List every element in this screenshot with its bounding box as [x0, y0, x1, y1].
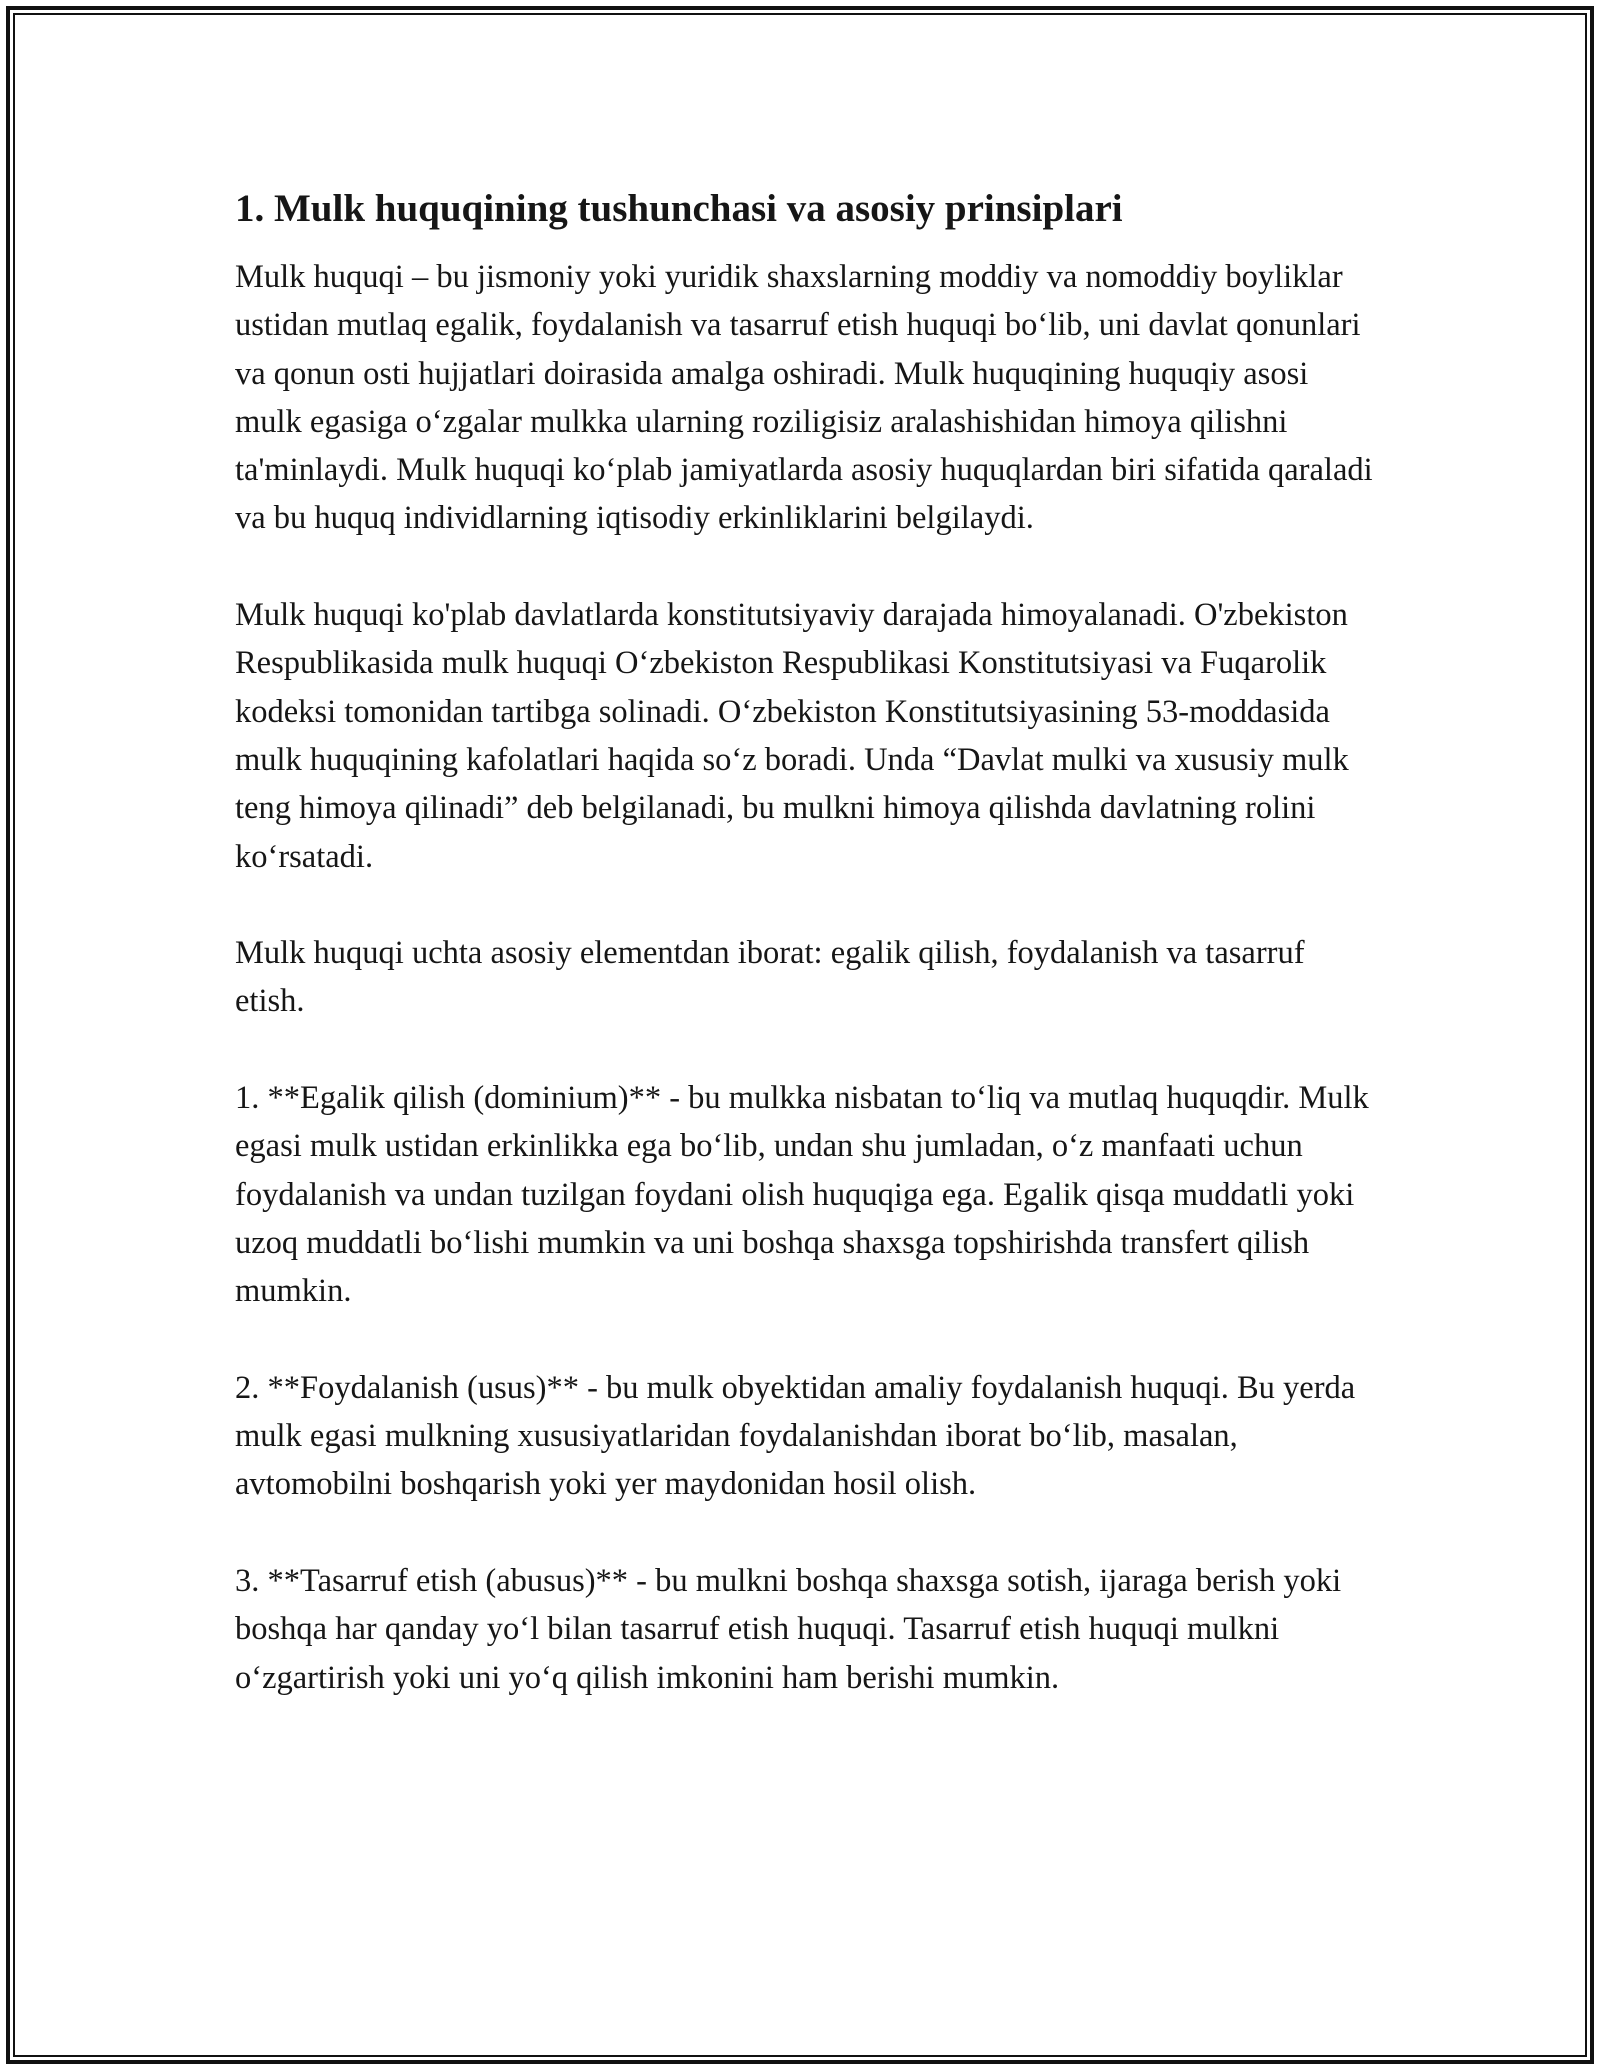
paragraph-constitution: Mulk huquqi ko'plab davlatlarda konstitutsiyaviy darajada himoyalanadi. O'zbekiston Respublikasida mulk huquqi O‘zbekiston Respublikasi Konstitutsiyasi va Fuqarolik kodeksi tomonidan tartibga solinadi. O‘zbekiston Konstitutsiyasining 53-moddasida mulk huquqining kafolatlari haqida so‘z boradi. Unda “Davlat mulki va xususiy mulk teng himoya qilinadi” deb belgilanadi, bu mulkni himoya qilishda davlatning rolini ko‘rsatadi.: [235, 597, 1349, 875]
paragraph-tasarruf: 3. **Tasarruf etish (abusus)** - bu mulkni boshqa shaxsga sotish, ijaraga berish yoki boshqa har qanday yo‘l bilan tasarruf etish huquqi. Tasarruf etish huquqi mulkni o‘zgartirish yoki uni yo‘q qilish imkonini ham berishi mumkin.: [235, 1563, 1342, 1696]
paragraph-foydalanish: 2. **Foydalanish (usus)** - bu mulk obyektidan amaliy foydalanish huquqi. Bu yerda mulk egasi mulkning xususiyatlaridan foydalanishdan iborat bo‘lib, masalan, avtomobilni boshqarish yoki yer maydonidan hosil olish.: [235, 1369, 1356, 1503]
paragraph-egalik: 1. **Egalik qilish (dominium)** - bu mulkka nisbatan to‘liq va mutlaq huquqdir. Mulk egasi mulk ustidan erkinlikka ega bo‘lib, undan shu jumladan, o‘z manfaati uchun foydalanish va undan tuzilgan foydani olish huquqiga ega. Egalik qisqa muddatli yoki uzoq muddatli bo‘lishi mumkin va uni boshqa shaxsga topshirishda transfert qilish mumkin.: [235, 1080, 1369, 1310]
paragraph-definition: Mulk huquqi – bu jismoniy yoki yuridik shaxslarning moddiy va nomoddiy boyliklar ustidan mutlaq egalik, foydalanish va tasarruf etish huquqi bo‘lib, uni davlat qonunlari va qonun osti hujjatlari doirasida amalga oshiradi. Mulk huquqining huquqiy asosi mulk egasiga o‘zgalar mulkka ularning roziligisiz aralashishidan himoya qilishni ta'minlaydi. Mulk huquqi ko‘plab jamiyatlarda asosiy huquqlardan biri sifatida qaraladi va bu huquq individlarning iqtisodiy erkinliklarini belgilaydi.: [235, 259, 1373, 537]
document-body: [235, 185, 1375, 1702]
paragraph-elements-intro: Mulk huquqi uchta asosiy elementdan iborat: egalik qilish, foydalanish va tasarruf etish.: [235, 935, 1305, 1020]
section-heading: 1. Mulk huquqining tushunchasi va asosiy prinsiplari: [235, 187, 1123, 230]
